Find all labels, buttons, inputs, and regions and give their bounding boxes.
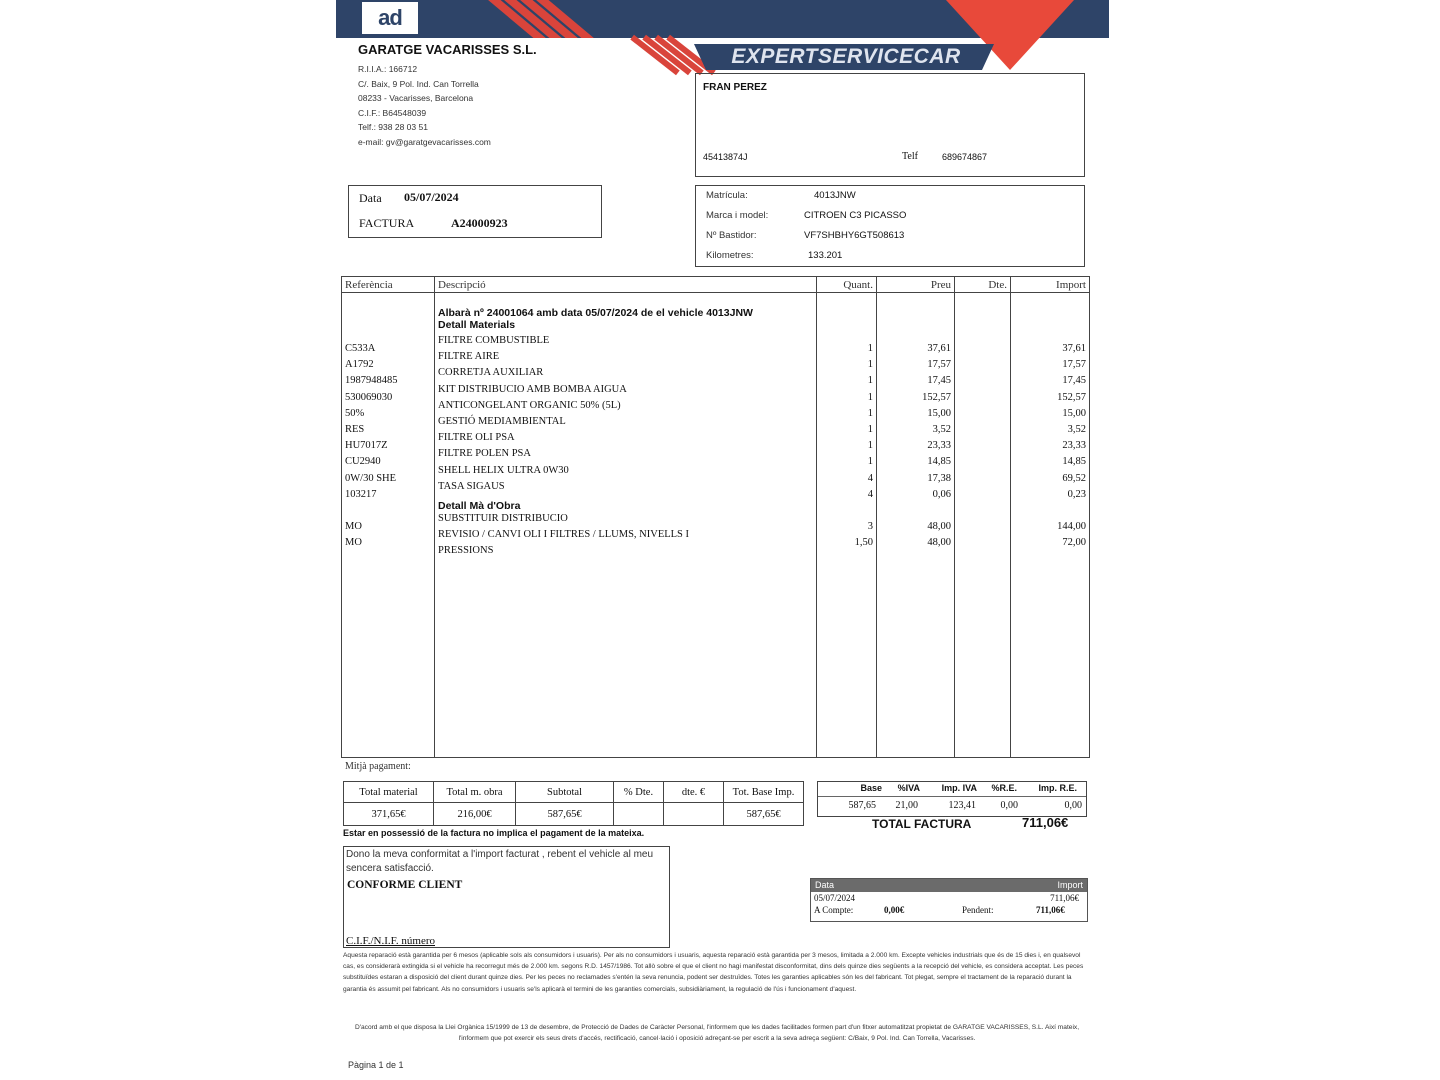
price-column: [877, 293, 955, 758]
col-desc-header: Descripció: [435, 277, 817, 293]
amount-cell: 69,52: [1062, 472, 1086, 484]
amount-cell: 3,52: [1067, 423, 1086, 435]
vin-label: Nº Bastidor:: [706, 230, 757, 241]
price-cell: 15,00: [927, 407, 951, 419]
ref-cell: C533A: [345, 343, 376, 354]
payment-note: Estar en possessió de la factura no implica el pagament de la mateixa.: [343, 828, 645, 838]
vehicle-vin: VF7SHBHY6GT508613: [804, 230, 905, 241]
tax-vat-amount: 123,41: [948, 800, 976, 811]
qty-cell: 1: [867, 456, 873, 468]
subtotal-value: 587,65€: [516, 803, 614, 826]
total-invoice-label: TOTAL FACTURA: [872, 817, 972, 831]
price-cell: 14,85: [927, 456, 951, 468]
invoice-page: [336, 0, 1109, 1080]
items-table: [341, 276, 1090, 758]
payment-method-label: Mitjà pagament:: [345, 761, 411, 772]
privacy-text: D'acord amb el que disposa la Llei Orgànica 15/1999 de 13 de desembre, de Protecció de Dades de Caràcter Personal, l'informem que les dades facilitades formen part d'un fitxer automatitzat propietat de GARATGE VACARISSES, S.L. Així mateix, l'informem que pot exercir els seus drets d'accés, rectificació, cancel·lació i oposició adreçant-se per escrit a la seva adreça següent: C/Baix, 9 Pol. Ind. Can Torrella, Vacarisses.: [354, 1024, 1080, 1043]
tax-header: %IVA: [897, 783, 920, 793]
amount-cell: 15,00: [1062, 407, 1086, 419]
plate-label: Matrícula:: [706, 190, 748, 201]
ref-cell: 1987948485: [345, 375, 398, 387]
qty-cell: 1: [867, 440, 873, 452]
col-price-header: Preu: [877, 277, 955, 293]
desc-cell: FILTRE OLI PSA: [438, 432, 515, 444]
on-account-value: 0,00€: [884, 905, 905, 915]
due-date: 05/07/2024: [814, 893, 856, 903]
price-cell: 3,52: [932, 423, 951, 435]
totals-header: dte. €: [664, 782, 724, 803]
desc-cell: SUBSTITUIR DISTRIBUCIO: [438, 513, 568, 525]
desc-cell: ANTICONGELANT ORGANIC 50% (5L): [438, 399, 621, 411]
ref-cell: MO: [345, 521, 362, 533]
qty-cell: 1: [867, 359, 873, 371]
ref-cell: A1792: [345, 359, 374, 371]
customer-tel-label: Telf: [902, 151, 918, 162]
desc-cell: FILTRE COMBUSTIBLE: [438, 335, 550, 346]
brand-banner: EXPERTSERVICECAR: [731, 45, 961, 68]
tax-header: Base: [860, 783, 882, 793]
ref-cell: 530069030: [345, 391, 393, 403]
customer-id: 45413874J: [703, 152, 748, 162]
labour-title: Detall Mà d'Obra: [438, 499, 521, 512]
on-account-label: A Compte:: [814, 905, 854, 915]
qty-cell: 4: [867, 472, 873, 484]
price-cell: 23,33: [927, 440, 951, 452]
customer-name: FRAN PEREZ: [703, 82, 767, 93]
due-date-header: Data: [815, 880, 835, 890]
ref-cell: MO: [345, 537, 362, 549]
total-material-value: 371,65€: [344, 803, 434, 826]
amount-cell: 144,00: [1057, 521, 1086, 533]
desc-cell: REVISIO / CANVI OLI I FILTRES / LLUMS, NIVELLS I: [438, 529, 690, 541]
desc-cell: SHELL HELIX ULTRA 0W30: [438, 464, 569, 476]
ref-cell: CU2940: [345, 456, 381, 468]
due-balance-row: [811, 904, 1087, 916]
tax-value-row: [818, 800, 1086, 811]
due-box: [810, 878, 1088, 922]
desc-cell: PRESSIONS: [438, 545, 494, 557]
qty-cell: 1: [867, 391, 873, 403]
pending-label: Pendent:: [962, 905, 994, 915]
vehicle-model: CITROEN C3 PICASSO: [804, 210, 907, 221]
totals-header: % Dte.: [614, 782, 664, 803]
desc-cell: GESTIÓ MEDIAMBIENTAL: [438, 415, 566, 427]
amount-cell: 0,23: [1067, 488, 1086, 500]
company-details: [358, 62, 491, 150]
desc-cell: CORRETJA AUXILIAR: [438, 367, 544, 379]
invoice-box: [348, 185, 602, 238]
company-line: C.I.F.: B64548039: [358, 107, 427, 118]
price-cell: 17,57: [927, 359, 951, 371]
totals-table: [343, 781, 804, 826]
qty-column: [817, 293, 877, 758]
due-amount-header: Import: [1057, 880, 1083, 890]
date-label: Data: [359, 191, 382, 205]
col-dte-header: Dte.: [955, 277, 1011, 293]
amount-cell: 14,85: [1062, 456, 1086, 468]
price-cell: 48,00: [927, 521, 951, 533]
tax-header-row: [818, 783, 1086, 793]
vehicle-plate: 4013JNW: [814, 190, 856, 201]
price-cell: 48,00: [927, 537, 951, 549]
conformity-text: Dono la meva conformitat a l'import facturat , rebent el vehicle al meu sencera satisfacció.: [346, 849, 654, 874]
totals-header: Subtotal: [516, 782, 614, 803]
ref-cell: 103217: [345, 488, 377, 500]
warranty-text: Aquesta reparació està garantida per 6 mesos (aplicable sols als consumidors i usuaris). Per als no consumidors i usuaris, aquesta reparació està garantida per 3 mesos, limitada a 2.000 km. Excepte vehicles industrials que és de 15 dies i, en qualsevol cas, es considerarà extingida si el vehicle ha recorregut més de 2.000 km. segons R.D. 1457/1986. Tot allò sobre el que el client no hagi manifestat disconformitat, dins dels quinze dies següents a la recepció del vehicle, es considera acceptat. Les peces substituïdes estaran a disposició del client durant quinze dies. Per les peces no reclamades s'entén la seva renuncia, podent ser destruïdes. Totes les garanties aplicables són les del fabricant. Tot plegat, sempre el tractament de la reparació durant la garantia és assumit pel fabricant. Als no consumidors i usuaris se'ls aplicarà el termini de les garanties comercials, subsidiàriament, la regulació de l'ús i funcionament d'aquest.: [343, 952, 1084, 993]
invoice-number: A24000923: [451, 216, 508, 230]
model-label: Marca i model:: [706, 210, 769, 221]
tax-header: Imp. R.E.: [1038, 783, 1077, 793]
client-id-label: C.I.F./N.I.F. número: [346, 935, 435, 947]
qty-cell: 1,50: [854, 537, 873, 549]
vehicle-km: 133.201: [808, 250, 843, 261]
qty-cell: 1: [867, 407, 873, 419]
tax-header: %R.E.: [991, 783, 1017, 793]
totals-header: Total m. obra: [434, 782, 516, 803]
page-number: Pàgina 1 de 1: [348, 1060, 404, 1070]
price-cell: 17,45: [927, 375, 951, 387]
ref-cell: HU7017Z: [345, 440, 388, 452]
conformity-box: [343, 846, 670, 948]
ref-cell: RES: [345, 423, 365, 435]
customer-tel: 689674867: [942, 152, 988, 162]
total-invoice-value: 711,06€: [1022, 815, 1069, 830]
desc-cell: TASA SIGAUS: [438, 480, 505, 492]
company-line: R.I.I.A.: 166712: [358, 64, 418, 74]
qty-cell: 1: [867, 375, 873, 387]
amount-cell: 37,61: [1062, 343, 1086, 354]
due-header: [811, 879, 1087, 892]
totals-header: Total material: [344, 782, 434, 803]
col-amount-header: Import: [1011, 277, 1090, 293]
qty-cell: 4: [867, 488, 873, 500]
invoice-date: 05/07/2024: [404, 190, 459, 204]
pending-value: 711,06€: [1036, 905, 1065, 915]
qty-cell: 3: [867, 521, 873, 533]
col-qty-header: Quant.: [817, 277, 877, 293]
ref-cell: 0W/30 SHE: [345, 472, 397, 484]
dte-column: [955, 293, 1011, 758]
company-line: C/. Baix, 9 Pol. Ind. Can Torrella: [358, 78, 479, 89]
amount-cell: 17,45: [1062, 375, 1086, 387]
tax-vat-pct: 21,00: [895, 800, 918, 811]
total-labour-value: 216,00€: [434, 803, 516, 826]
desc-cell: KIT DISTRIBUCIO AMB BOMBA AIGUA: [438, 383, 627, 395]
conformity-title: CONFORME CLIENT: [347, 879, 463, 891]
km-label: Kilometres:: [706, 250, 754, 261]
company-name: GARATGE VACARISSES S.L.: [358, 42, 537, 57]
due-row: [811, 892, 1087, 904]
invoice-number-label: FACTURA: [359, 216, 415, 230]
price-cell: 17,38: [927, 472, 951, 484]
qty-cell: 1: [867, 423, 873, 435]
amount-cell: 72,00: [1062, 537, 1086, 549]
materials-title: Detall Materials: [438, 319, 516, 331]
tax-base: 587,65: [848, 800, 876, 811]
delivery-note: Albarà nº 24001064 amb data 05/07/2024 de el vehicle 4013JNW: [438, 307, 753, 319]
company-line: Telf.: 938 28 03 51: [358, 122, 428, 133]
totals-header: Tot. Base Imp.: [724, 782, 804, 803]
price-cell: 152,57: [922, 391, 951, 403]
vehicle-box: [695, 185, 1085, 267]
amount-cell: 17,57: [1062, 359, 1086, 371]
discount-eur-value: [664, 803, 724, 826]
price-cell: 37,61: [927, 343, 951, 354]
desc-column: [435, 293, 817, 758]
due-amount: 711,06€: [1050, 893, 1079, 903]
amount-cell: 23,33: [1062, 440, 1086, 452]
discount-pct-value: [614, 803, 664, 826]
ref-cell: 50%: [345, 407, 365, 419]
amount-column: [1011, 293, 1090, 758]
desc-cell: FILTRE AIRE: [438, 351, 500, 363]
amount-cell: 152,57: [1057, 391, 1086, 403]
tax-re-pct: 0,00: [1000, 800, 1018, 811]
ad-logo: ad: [360, 0, 420, 36]
col-ref-header: Referència: [342, 277, 435, 293]
price-cell: 0,06: [932, 488, 951, 500]
tax-box: [817, 781, 1087, 817]
ref-column: [342, 293, 435, 758]
qty-cell: 1: [867, 343, 873, 354]
tax-base-value: 587,65€: [724, 803, 804, 826]
customer-box: [695, 73, 1085, 177]
desc-cell: FILTRE POLEN PSA: [438, 448, 531, 460]
tax-header: Imp. IVA: [941, 783, 977, 793]
company-line: e-mail: gv@garatgevacarisses.com: [358, 136, 491, 147]
company-line: 08233 - Vacarisses, Barcelona: [358, 93, 474, 104]
tax-re-amount: 0,00: [1064, 800, 1082, 811]
